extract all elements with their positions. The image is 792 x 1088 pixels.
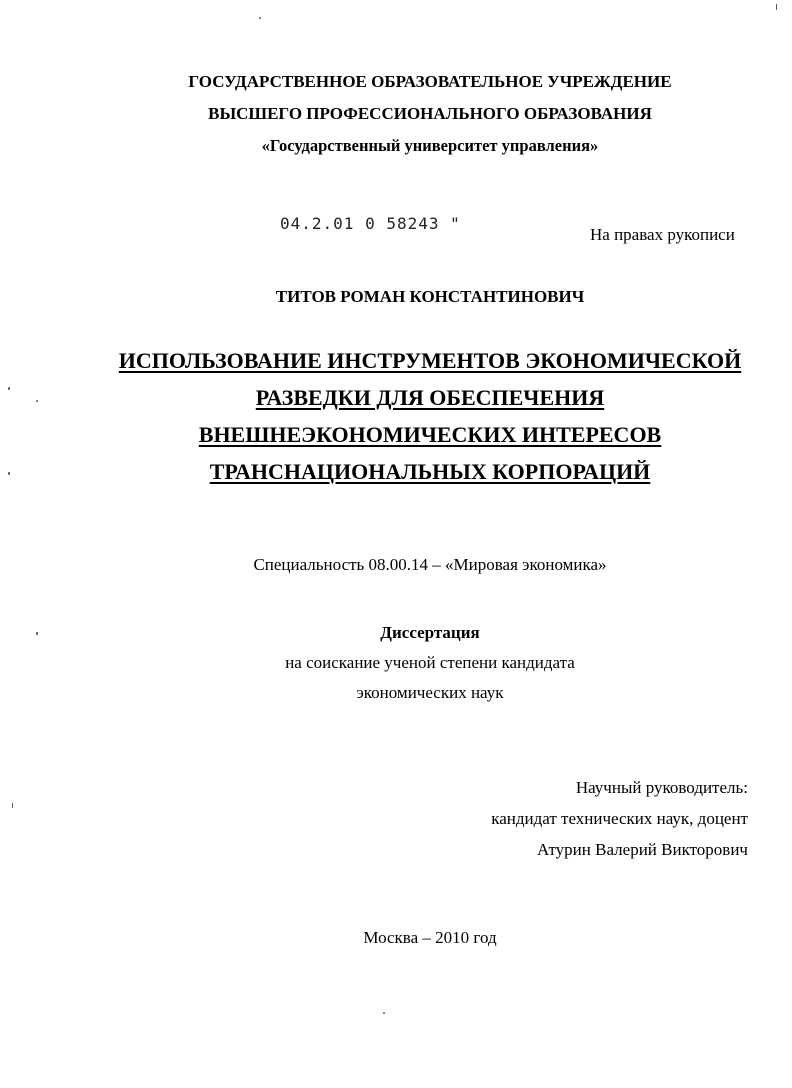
institution-line-1: ГОСУДАРСТВЕННОЕ ОБРАЗОВАТЕЛЬНОЕ УЧРЕЖДЕНИЕ xyxy=(188,72,672,91)
institution-name: «Государственный университет управления» xyxy=(261,136,599,155)
advisor-label: Научный руководитель: xyxy=(575,778,748,797)
scan-speck xyxy=(383,1012,385,1014)
title-line-2: РАЗВЕДКИ ДЛЯ ОБЕСПЕЧЕНИЯ xyxy=(255,385,605,410)
degree-line-1: на соискание ученой степени кандидата xyxy=(285,653,575,672)
degree-label: Диссертация xyxy=(380,623,480,642)
author-name: ТИТОВ РОМАН КОНСТАНТИНОВИЧ xyxy=(275,287,585,306)
degree-line-2: экономических наук xyxy=(356,683,504,702)
title-line-1: ИСПОЛЬЗОВАНИЕ ИНСТРУМЕНТОВ ЭКОНОМИЧЕСКОЙ xyxy=(118,348,742,373)
city-year: Москва – 2010 год xyxy=(363,928,497,947)
institution-header xyxy=(0,66,792,162)
title-line-4: ТРАНСНАЦИОНАЛЬНЫХ КОРПОРАЦИЙ xyxy=(209,459,651,484)
degree-block xyxy=(0,618,792,708)
advisor-rank: кандидат технических наук, доцент xyxy=(491,809,748,828)
thesis-title xyxy=(0,342,792,490)
scan-speck xyxy=(8,472,10,475)
scan-speck xyxy=(36,632,38,635)
registry-stamp: 04.2.01 0 58243 " xyxy=(280,214,461,233)
scan-speck xyxy=(776,4,777,10)
scan-speck xyxy=(259,17,261,19)
scan-speck xyxy=(8,387,10,390)
advisor-block xyxy=(491,772,748,865)
advisor-name: Атурин Валерий Викторович xyxy=(537,840,748,859)
specialty: Специальность 08.00.14 – «Мировая экономика» xyxy=(253,555,607,574)
rights-note: На правах рукописи xyxy=(590,225,735,244)
scan-speck xyxy=(36,400,38,402)
scan-speck xyxy=(12,803,13,808)
institution-line-2: ВЫСШЕГО ПРОФЕССИОНАЛЬНОГО ОБРАЗОВАНИЯ xyxy=(208,104,652,123)
title-line-3: ВНЕШНЕЭКОНОМИЧЕСКИХ ИНТЕРЕСОВ xyxy=(198,422,662,447)
